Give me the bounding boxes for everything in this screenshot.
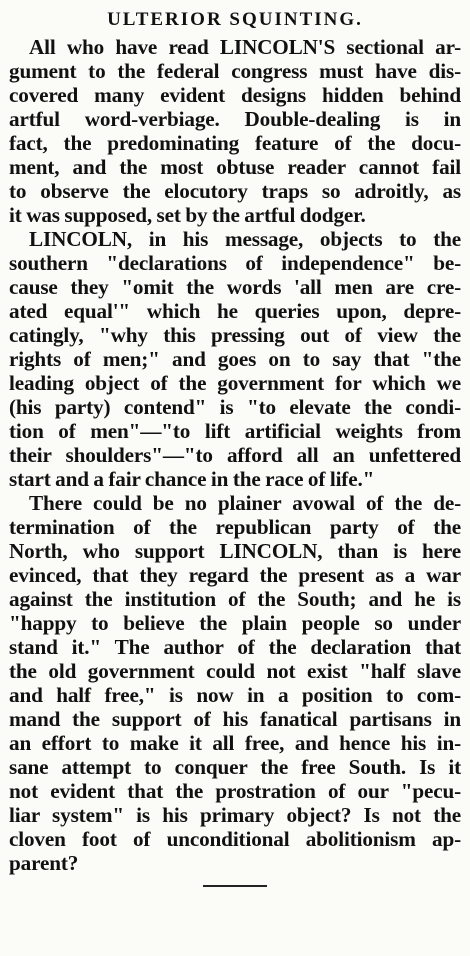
text-line: "happy to believe the plain people so under (9, 611, 461, 635)
text-line: stand it." The author of the declaration that (9, 635, 461, 659)
text-line: sane attempt to conquer the free South. Is it (9, 755, 461, 779)
text-line: LINCOLN, in his message, objects to the (29, 227, 461, 251)
text-line: mand the support of his fanatical partisans in (9, 707, 461, 731)
text-line: fact, the predominating feature of the docu- (9, 131, 461, 155)
text-line: their shoulders"—"to afford all an unfettered (9, 443, 461, 467)
text-line: to observe the elocutory traps so adroitly, as (9, 179, 461, 203)
text-line: evinced, that they regard the present as a war (9, 563, 461, 587)
text-line: against the institution of the South; and he is (9, 587, 461, 611)
text-line: parent? (9, 851, 79, 875)
text-line: (his party) contend" is "to elevate the condi- (9, 395, 461, 419)
text-line: the old government could not exist "half slave (9, 659, 461, 683)
text-line: start and a fair chance in the race of life." (9, 467, 375, 491)
closing-rule (203, 885, 267, 887)
text-line: covered many evident designs hidden behind (9, 83, 461, 107)
text-line: rights of men;" and goes on to say that "the (9, 347, 461, 371)
article-paragraph-1 (9, 35, 461, 227)
text-line: tion of men"—"to lift artificial weights from (9, 419, 461, 443)
article-paragraph-3 (9, 491, 461, 875)
text-line: liar system" is his primary object? Is not the (9, 803, 461, 827)
article-paragraph-2 (9, 227, 461, 491)
text-line: ment, and the most obtuse reader cannot fail (9, 155, 461, 179)
text-line: it was supposed, set by the artful dodger. (9, 203, 366, 227)
text-line: All who have read LINCOLN'S sectional ar- (29, 35, 461, 59)
text-line: not evident that the prostration of our "pecu- (9, 779, 461, 803)
text-line: cloven foot of unconditional abolitionism ap- (9, 827, 461, 851)
text-line: leading object of the government for which we (9, 371, 461, 395)
text-line: artful word-verbiage. Double-dealing is in (9, 107, 461, 131)
text-line: termination of the republican party of the (9, 515, 461, 539)
text-line: and half free," is now in a position to com- (9, 683, 461, 707)
text-line: cause they "omit the words 'all men are cre- (9, 275, 461, 299)
text-line: an effort to make it all free, and hence his in- (9, 731, 461, 755)
article-headline: ULTERIOR SQUINTING. (107, 9, 363, 30)
text-line: catingly, "why this pressing out of view the (9, 323, 461, 347)
text-line: There could be no plainer avowal of the de- (29, 491, 461, 515)
text-line: ated equal'" which he queries upon, depre- (9, 299, 461, 323)
text-line: gument to the federal congress must have dis- (9, 59, 461, 83)
text-line: southern "declarations of independence" be- (9, 251, 461, 275)
text-line: North, who support LINCOLN, than is here (9, 539, 461, 563)
